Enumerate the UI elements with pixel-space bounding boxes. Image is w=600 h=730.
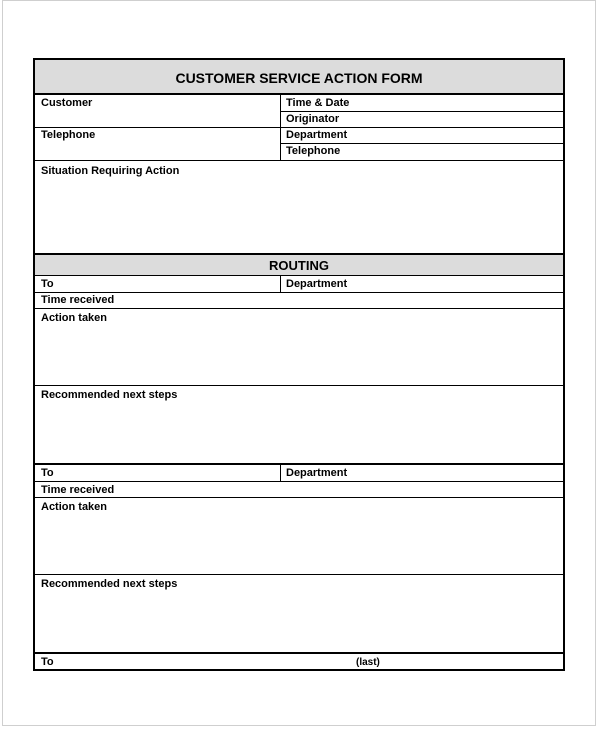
routing1-to-row [35, 275, 563, 292]
final-last-label: (last) [356, 657, 380, 668]
final-to-field: To [41, 656, 54, 668]
routing2-action-taken[interactable] [35, 497, 563, 574]
routing1-to-field[interactable]: To [41, 278, 54, 290]
routing2-department-field[interactable]: Department [286, 467, 348, 479]
final-to-row[interactable] [35, 652, 563, 669]
header-line-3 [280, 143, 563, 144]
routing1-time-received-label: Time received [41, 294, 115, 306]
form-title: CUSTOMER SERVICE ACTION FORM [175, 70, 423, 86]
routing1-action-taken[interactable] [35, 308, 563, 385]
routing1-action-taken-label: Action taken [41, 312, 108, 324]
originator-field[interactable]: Originator [286, 113, 340, 125]
routing1-department-field[interactable]: Department [286, 278, 348, 290]
routing1-time-row[interactable] [35, 292, 563, 308]
routing2-time-received-label: Time received [41, 484, 115, 496]
header-line-1 [280, 111, 563, 112]
routing2-next-steps[interactable] [35, 574, 563, 652]
telephone-field-right[interactable]: Telephone [286, 145, 341, 157]
routing1-next-steps-label: Recommended next steps [41, 389, 178, 401]
routing1-next-steps[interactable] [35, 385, 563, 463]
routing2-to-row [35, 463, 563, 481]
header-line-2 [35, 127, 563, 128]
routing-title: ROUTING [269, 258, 329, 273]
routing2-divider [280, 464, 281, 481]
routing-band [35, 253, 563, 275]
routing2-action-taken-label: Action taken [41, 501, 108, 513]
telephone-field-left[interactable]: Telephone [41, 129, 96, 141]
form-title-band [35, 60, 563, 93]
routing2-next-steps-label: Recommended next steps [41, 578, 178, 590]
situation-label: Situation Requiring Action [41, 165, 180, 177]
situation-section[interactable] [35, 160, 563, 253]
routing2-to-field[interactable]: To [41, 467, 54, 479]
time-date-field[interactable]: Time & Date [286, 97, 350, 109]
department-field[interactable]: Department [286, 129, 348, 141]
customer-field[interactable]: Customer [41, 97, 93, 109]
routing2-time-row[interactable] [35, 481, 563, 497]
customer-service-action-form [33, 58, 565, 671]
header-divider [280, 95, 281, 161]
routing1-divider [280, 275, 281, 292]
